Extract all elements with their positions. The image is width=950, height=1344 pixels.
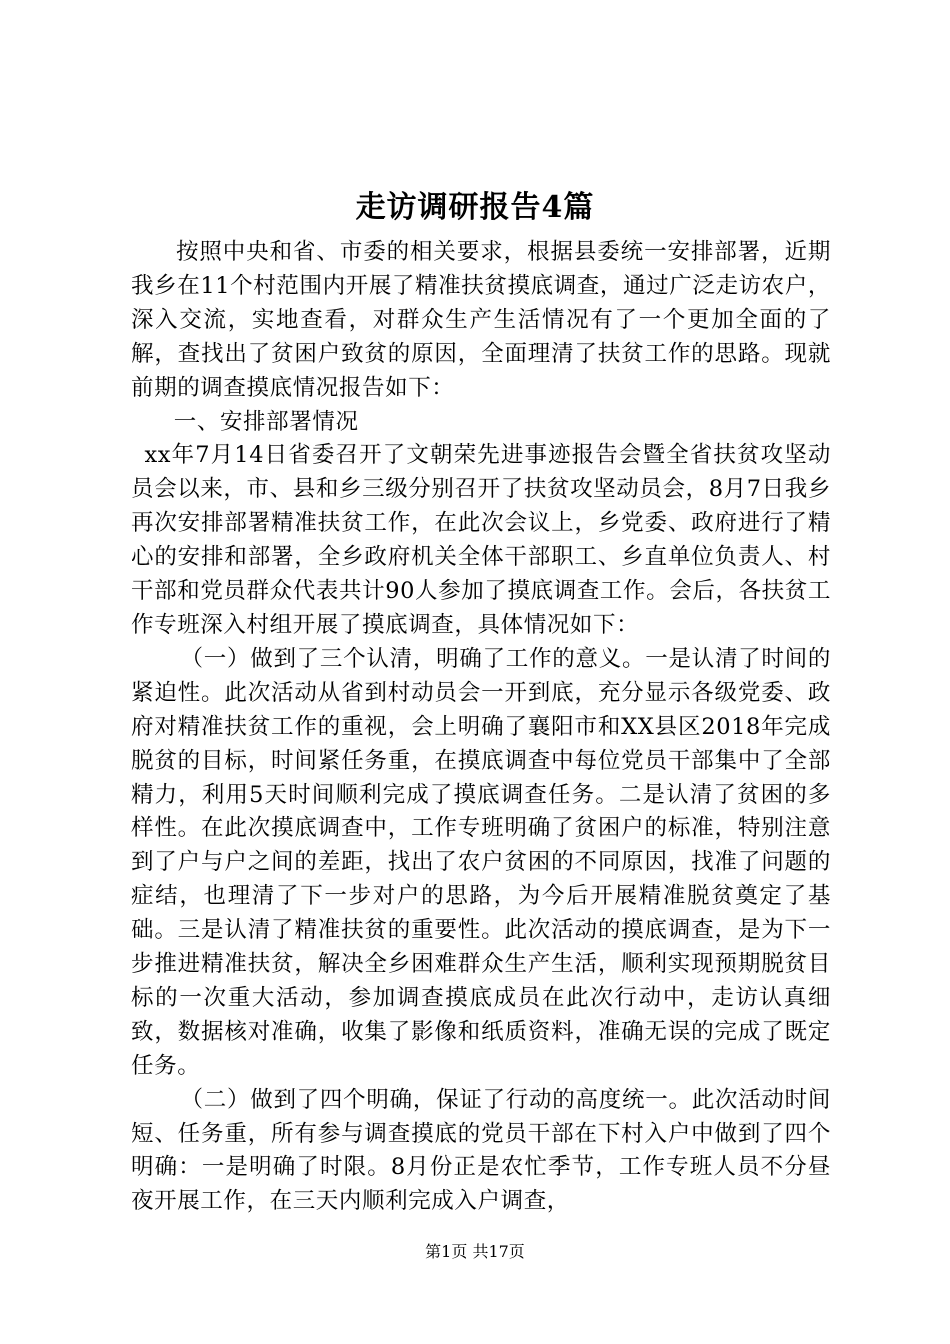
paragraph-intro: 按照中央和省、市委的相关要求，根据县委统一安排部署，近期我乡在11个村范围内开展了精准扶贫摸底调查，通过广泛走访农户，深入交流，实地查看，对群众生产生活情况有了一个更加全面的了解，查找出了贫困户致贫的原因，全面理清了扶贫工作的思路。现就前期的调查摸底情况报告如下：	[131, 239, 831, 401]
document-title: 走访调研报告4篇	[355, 190, 595, 225]
document-body	[131, 236, 831, 1219]
paragraph-three-recognitions: （一）做到了三个认清，明确了工作的意义。一是认清了时间的紧迫性。此次活动从省到村动员会一开到底，充分显示各级党委、政府对精准扶贫工作的重视，会上明确了襄阳市和XX县区2018年完成脱贫的目标，时间紧任务重，在摸底调查中每位党员干部集中了全部精力，利用5天时间顺利完成了摸底调查任务。二是认清了贫困的多样性。在此次摸底调查中，工作专班明确了贫困户的标准，特别注意到了户与户之间的差距，找出了农户贫困的不同原因，找准了问题的症结，也理清了下一步对户的思路，为今后开展精准脱贫奠定了基础。三是认清了精准扶贫的重要性。此次活动的摸底调查，是为下一步推进精准扶贫，解决全乡困难群众生产生活，顺利实现预期脱贫目标的一次重大活动，参加调查摸底成员在此次行动中，走访认真细致，数据核对准确，收集了影像和纸质资料，准确无误的完成了既定任务。	[131, 645, 831, 1079]
paragraph-arrangement: xx年7月14日省委召开了文朝荣先进事迹报告会暨全省扶贫攻坚动员会以来，市、县和乡三级分别召开了扶贫攻坚动员会，8月7日我乡再次安排部署精准扶贫工作，在此次会议上，乡党委、政府进行了精心的安排和部署，全乡政府机关全体干部职工、乡直单位负责人、村干部和党员群众代表共计90人参加了摸底调查工作。会后，各扶贫工作专班深入村组开展了摸底调查，具体情况如下：	[131, 442, 831, 638]
paragraph-four-clarities: （二）做到了四个明确，保证了行动的高度统一。此次活动时间短、任务重，所有参与调查摸底的党员干部在下村入户中做到了四个明确：一是明确了时限。8月份正是农忙季节，工作专班人员不分昼夜开展工作，在三天内顺利完成入户调查，	[131, 1086, 831, 1215]
page-footer: 第1页 共17页	[425, 1242, 525, 1261]
section-heading: 一、安排部署情况	[173, 408, 359, 435]
